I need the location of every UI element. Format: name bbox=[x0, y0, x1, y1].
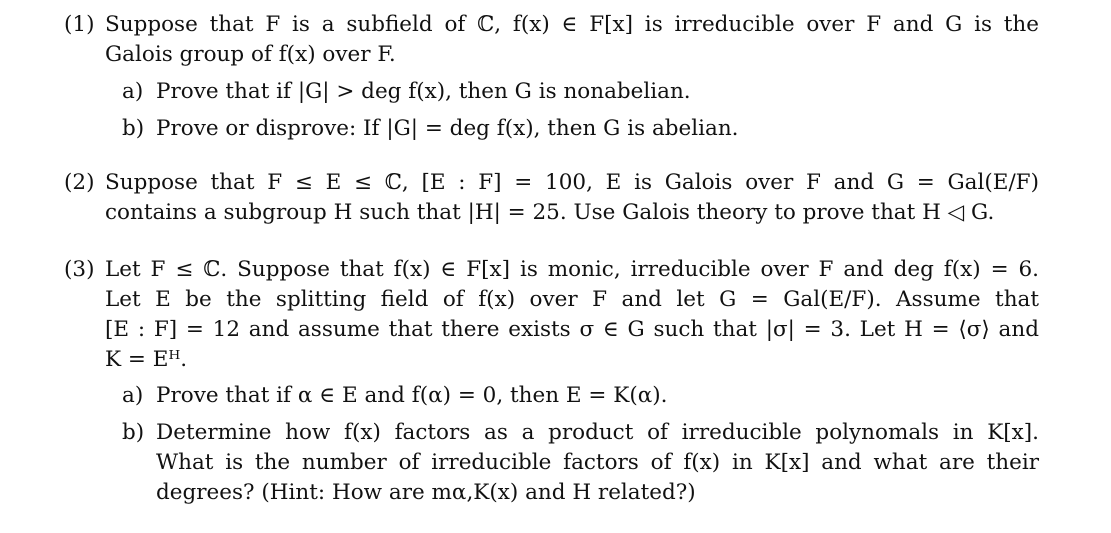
problem-1-part-a-label: a) bbox=[122, 79, 144, 104]
problem-3-part-b-line-3 bbox=[122, 478, 1039, 508]
problem-3-text-line-1: Let F ≤ ℂ. Suppose that f(x) ∈ F[x] is monic, irreducible over F and deg f(x) = 6. bbox=[105, 257, 1039, 282]
problem-2-text-line-2: contains a subgroup H such that |H| = 25. Use Galois theory to prove that H ◁ G. bbox=[105, 200, 995, 225]
problem-1-part-a-text: Prove that if |G| > deg f(x), then G is nonabelian. bbox=[156, 79, 691, 104]
problem-3-part-b-text-line-3: degrees? (Hint: How are mα,K(x) and H related?) bbox=[156, 480, 696, 505]
problem-2 bbox=[64, 168, 1039, 228]
problem-2-line-2 bbox=[64, 198, 1039, 228]
problem-3-part-a bbox=[122, 381, 1039, 411]
problem-3-line-4 bbox=[64, 345, 1039, 375]
problem-1-part-b-text: Prove or disprove: If |G| = deg f(x), then G is abelian. bbox=[156, 116, 739, 141]
problem-3-part-a-text: Prove that if α ∈ E and f(α) = 0, then E = K(α). bbox=[156, 383, 668, 408]
problem-1-text-line-1: Suppose that F is a subfield of ℂ, f(x) ∈ F[x] is irreducible over F and G is the bbox=[105, 12, 1039, 37]
problem-3-part-a-label: a) bbox=[122, 383, 144, 408]
problem-3-part-b-label: b) bbox=[122, 420, 145, 445]
problem-3-text-line-3: [E : F] = 12 and assume that there exists σ ∈ G such that |σ| = 3. Let H = ⟨σ⟩ and bbox=[105, 317, 1039, 342]
problem-1-line-2 bbox=[64, 40, 1039, 70]
problem-2-number: (2) bbox=[64, 170, 95, 195]
problem-1 bbox=[64, 10, 1039, 144]
problem-3 bbox=[64, 255, 1039, 508]
problem-3-line-3 bbox=[64, 315, 1039, 345]
problem-3-part-b-text-line-1: Determine how f(x) factors as a product of irreducible polynomals in K[x]. bbox=[156, 420, 1039, 445]
problem-3-part-b-line-2 bbox=[122, 448, 1039, 478]
problem-1-part-b bbox=[122, 114, 1039, 144]
problem-2-text-line-1: Suppose that F ≤ E ≤ ℂ, [E : F] = 100, E is Galois over F and G = Gal(E/F) bbox=[105, 170, 1039, 195]
problem-3-number: (3) bbox=[64, 257, 95, 282]
problem-3-text-line-4: K = Eᴴ. bbox=[105, 347, 188, 372]
problem-2-line-1 bbox=[64, 168, 1039, 198]
problem-1-number: (1) bbox=[64, 12, 95, 37]
problem-1-part-b-label: b) bbox=[122, 116, 145, 141]
problem-3-line-1 bbox=[64, 255, 1039, 285]
problem-3-part-b-line-1 bbox=[122, 418, 1039, 448]
problem-3-line-2 bbox=[64, 285, 1039, 315]
problem-3-part-b-text-line-2: What is the number of irreducible factors of f(x) in K[x] and what are their bbox=[156, 450, 1039, 475]
problem-1-text-line-2: Galois group of f(x) over F. bbox=[105, 42, 396, 67]
problem-1-part-a bbox=[122, 77, 1039, 107]
problem-1-line-1 bbox=[64, 10, 1039, 40]
problem-3-text-line-2: Let E be the splitting field of f(x) over F and let G = Gal(E/F). Assume that bbox=[105, 287, 1039, 312]
